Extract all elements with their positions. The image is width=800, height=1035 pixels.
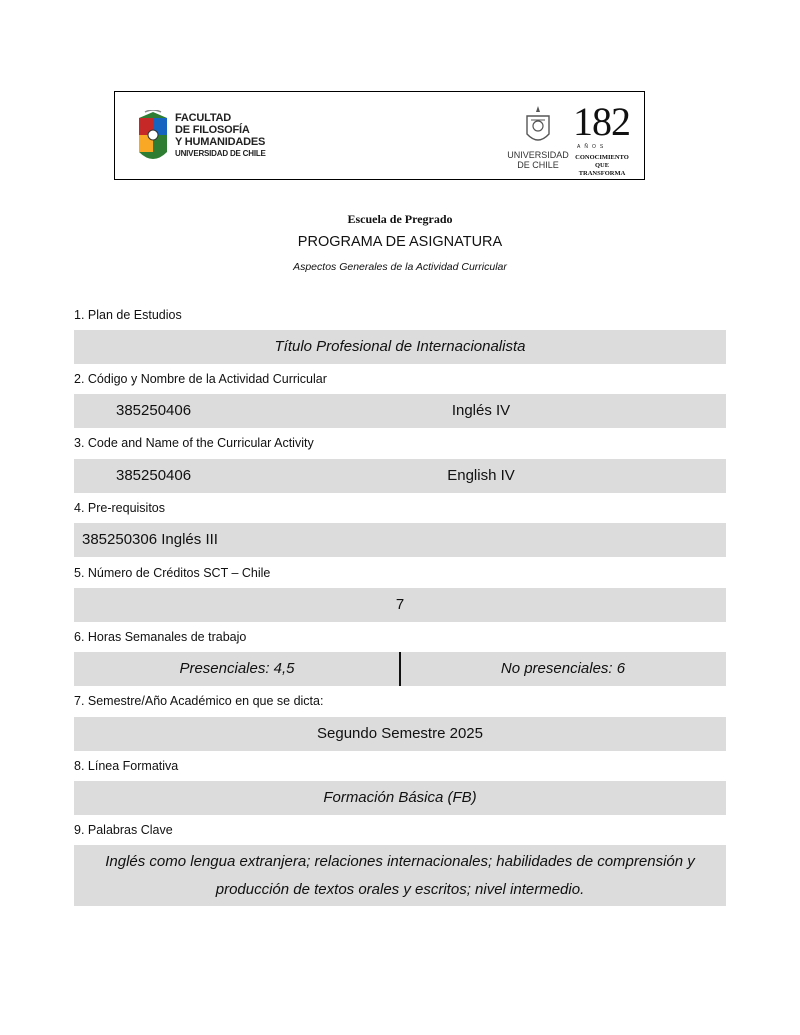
university-name: UNIVERSIDAD DE CHILE: [507, 150, 569, 170]
palabras-line-1: Inglés como lengua extranjera; relaciones internacionales; habilidades de comprensión y: [105, 853, 695, 870]
prereq-label: 4. Pre-requisitos: [74, 501, 166, 515]
school-name: Escuela de Pregrado: [347, 212, 453, 226]
anniversary-word: AÑOS: [577, 144, 608, 150]
horas-field: [74, 652, 726, 686]
linea-field: Formación Básica (FB): [74, 781, 726, 815]
anniversary-number: 182: [573, 99, 630, 144]
palabras-field: [74, 845, 726, 906]
code-en-code: 385250406: [116, 467, 192, 484]
anniversary-tagline: CONOCIMIENTO QUE TRANSFORMA: [575, 154, 629, 177]
header-logos-box: [114, 91, 645, 180]
codigo-label: 2. Código y Nombre de la Actividad Curricular: [74, 372, 327, 386]
codigo-field: [74, 394, 726, 428]
horas-no-presenciales: No presenciales: 6: [500, 660, 626, 677]
codigo-code: 385250406: [116, 402, 192, 419]
page-title: PROGRAMA DE ASIGNATURA: [297, 234, 503, 250]
horas-label: 6. Horas Semanales de trabajo: [74, 630, 247, 644]
codigo-name: Inglés IV: [451, 402, 511, 419]
code-en-field: [74, 459, 726, 493]
horas-presenciales: Presenciales: 4,5: [179, 660, 295, 677]
plan-field: Título Profesional de Internacionalista: [74, 330, 726, 364]
university-crest-icon: [523, 106, 553, 150]
faculty-name: FACULTAD DE FILOSOFÍA Y HUMANIDADES UNIVERSIDAD DE CHILE: [175, 112, 266, 158]
prereq-field: [74, 523, 726, 557]
code-en-name: English IV: [447, 467, 515, 484]
linea-label: 8. Línea Formativa: [74, 759, 179, 773]
prereq-value: 385250306 Inglés III: [82, 531, 218, 548]
semestre-field: Segundo Semestre 2025: [74, 717, 726, 751]
semestre-label: 7. Semestre/Año Académico en que se dicta:: [74, 694, 324, 708]
code-en-label: 3. Code and Name of the Curricular Activity: [74, 436, 314, 450]
faculty-logo-icon: [135, 110, 171, 168]
creditos-field: 7: [74, 588, 726, 622]
palabras-line-2: producción de textos orales y escritos; nivel intermedio.: [215, 881, 585, 898]
page-subtitle: Aspectos Generales de la Actividad Curricular: [293, 261, 507, 273]
plan-label: 1. Plan de Estudios: [74, 308, 182, 322]
creditos-label: 5. Número de Créditos SCT – Chile: [74, 566, 271, 580]
palabras-label: 9. Palabras Clave: [74, 823, 173, 837]
